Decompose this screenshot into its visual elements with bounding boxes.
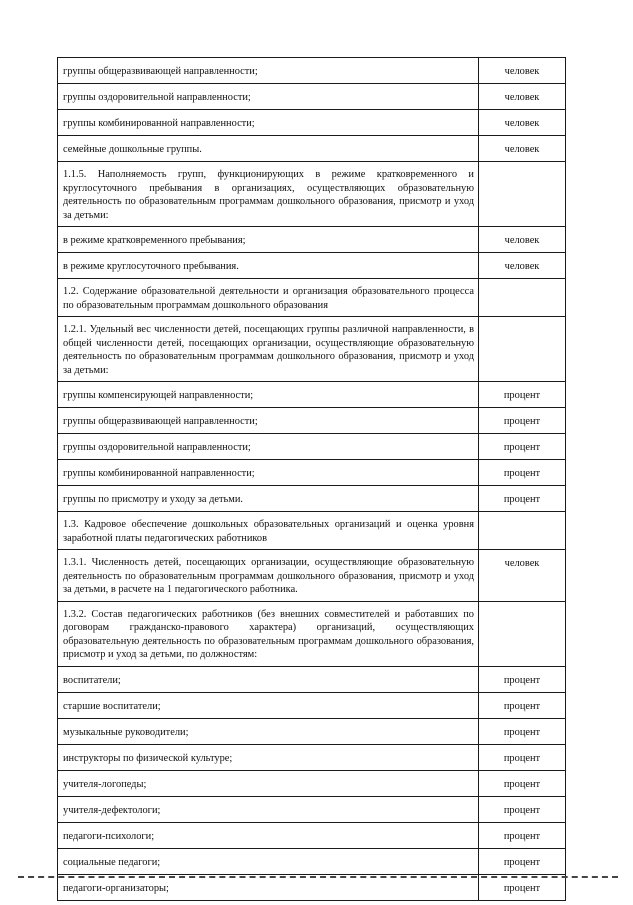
table-row [58, 279, 566, 317]
table-row [58, 253, 566, 279]
table-row [58, 601, 566, 666]
unit-cell: процент [479, 796, 566, 822]
unit-cell [479, 601, 566, 666]
indicator-cell: музыкальные руководители; [58, 718, 479, 744]
table-row [58, 512, 566, 550]
table-row [58, 162, 566, 227]
unit-cell: человек [479, 58, 566, 84]
unit-cell [479, 512, 566, 550]
unit-cell: процент [479, 382, 566, 408]
unit-cell [479, 162, 566, 227]
table-row [58, 550, 566, 602]
page-bottom-divider [18, 876, 618, 878]
indicator-cell: учителя-логопеды; [58, 770, 479, 796]
unit-cell: процент [479, 692, 566, 718]
table-row [58, 84, 566, 110]
indicator-cell: группы компенсирующей направленности; [58, 382, 479, 408]
indicator-cell: 1.1.5. Наполняемость групп, функционирующих в режиме кратковременного и круглосуточного пребывания в организациях, осуществляющих образовательную деятельность по образовательным программам дошкольного образования, присмотр и уход за детьми: [58, 162, 479, 227]
unit-cell: процент [479, 434, 566, 460]
indicator-cell: воспитатели; [58, 666, 479, 692]
table-row [58, 770, 566, 796]
unit-cell: процент [479, 848, 566, 874]
indicator-cell: группы оздоровительной направленности; [58, 434, 479, 460]
table-row [58, 382, 566, 408]
table-row [58, 460, 566, 486]
unit-cell: человек [479, 550, 566, 602]
indicator-cell: 1.2. Содержание образовательной деятельности и организация образовательного процесса по образовательным программам дошкольного образования [58, 279, 479, 317]
indicator-cell: 1.3.1. Численность детей, посещающих организации, осуществляющие образовательную деятельность по образовательным программам дошкольного образования, присмотр и уход за детьми, в расчете на 1 педагогического работника. [58, 550, 479, 602]
unit-cell: процент [479, 770, 566, 796]
indicator-cell: 1.3. Кадровое обеспечение дошкольных образовательных организаций и оценка уровня заработной платы педагогических работников [58, 512, 479, 550]
unit-cell: человек [479, 110, 566, 136]
indicator-cell: группы общеразвивающей направленности; [58, 408, 479, 434]
unit-cell: процент [479, 486, 566, 512]
indicator-cell: группы оздоровительной направленности; [58, 84, 479, 110]
indicator-cell: группы комбинированной направленности; [58, 110, 479, 136]
table-row [58, 110, 566, 136]
indicator-cell: учителя-дефектологи; [58, 796, 479, 822]
table-row [58, 666, 566, 692]
unit-cell [479, 317, 566, 382]
table-row [58, 317, 566, 382]
indicator-cell: старшие воспитатели; [58, 692, 479, 718]
table-row [58, 434, 566, 460]
indicator-cell: педагоги-организаторы; [58, 874, 479, 900]
indicators-table [57, 57, 566, 901]
unit-cell: человек [479, 253, 566, 279]
unit-cell: процент [479, 822, 566, 848]
unit-cell: человек [479, 84, 566, 110]
table-row [58, 58, 566, 84]
unit-cell: процент [479, 718, 566, 744]
indicator-cell: группы общеразвивающей направленности; [58, 58, 479, 84]
unit-cell: человек [479, 136, 566, 162]
table-row [58, 692, 566, 718]
unit-cell: человек [479, 227, 566, 253]
indicator-cell: 1.3.2. Состав педагогических работников (без внешних совместителей и работавших по договорам гражданско-правового характера) организаций, осуществляющих образовательную деятельность по образовательным программам дошкольного образования, присмотр и уход за детьми, по должностям: [58, 601, 479, 666]
indicator-cell: в режиме круглосуточного пребывания. [58, 253, 479, 279]
table-row [58, 718, 566, 744]
indicator-cell: группы по присмотру и уходу за детьми. [58, 486, 479, 512]
table-row [58, 227, 566, 253]
unit-cell: процент [479, 666, 566, 692]
table-row [58, 848, 566, 874]
unit-cell: процент [479, 460, 566, 486]
unit-cell: процент [479, 744, 566, 770]
table-row [58, 408, 566, 434]
indicator-cell: социальные педагоги; [58, 848, 479, 874]
indicator-cell: педагоги-психологи; [58, 822, 479, 848]
indicator-cell: группы комбинированной направленности; [58, 460, 479, 486]
indicator-cell: 1.2.1. Удельный вес численности детей, посещающих группы различной направленности, в общей численности детей, посещающих организации, осуществляющие образовательную деятельность по образовательным программам дошкольного образования, присмотр и уход за детьми: [58, 317, 479, 382]
table-row [58, 796, 566, 822]
table-row [58, 136, 566, 162]
table-row [58, 486, 566, 512]
unit-cell: процент [479, 408, 566, 434]
indicator-cell: инструкторы по физической культуре; [58, 744, 479, 770]
unit-cell: процент [479, 874, 566, 900]
table-row [58, 822, 566, 848]
indicator-cell: семейные дошкольные группы. [58, 136, 479, 162]
unit-cell [479, 279, 566, 317]
indicator-cell: в режиме кратковременного пребывания; [58, 227, 479, 253]
table-row [58, 744, 566, 770]
